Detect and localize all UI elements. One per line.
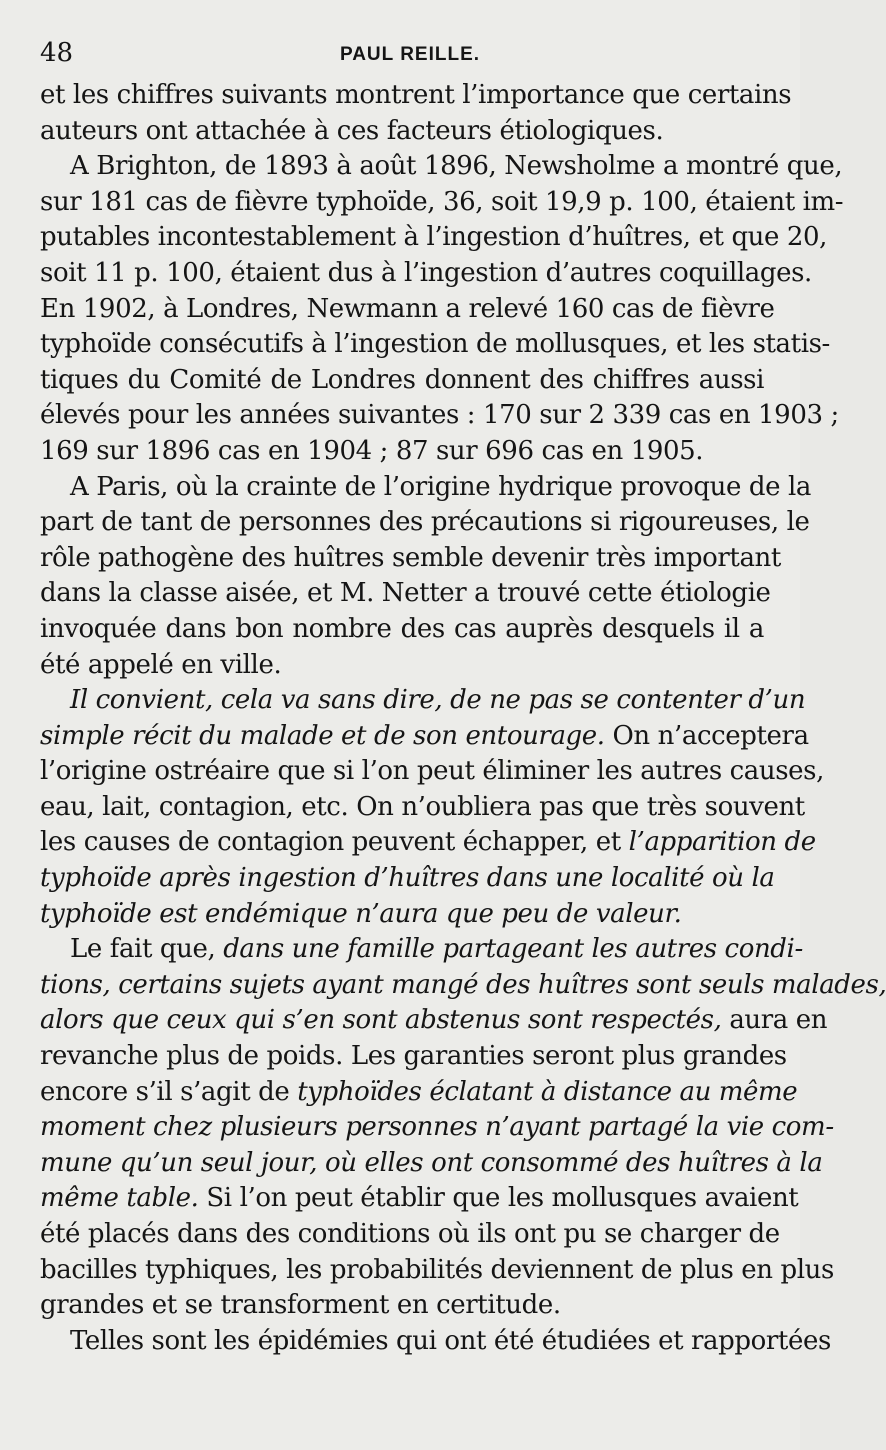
text-segment: Le fait que, bbox=[70, 934, 224, 965]
text-line bbox=[40, 541, 781, 577]
text-line bbox=[40, 968, 886, 1004]
text-line bbox=[40, 861, 775, 897]
italic-text: simple récit du malade et de son entourage. bbox=[40, 720, 605, 751]
text-segment: été appelé en ville. bbox=[40, 649, 282, 680]
italic-text: typhoïde après ingestion d’huîtres dans une localité où la bbox=[40, 863, 775, 894]
text-segment: été placés dans des conditions où ils ont pu se charger de bbox=[40, 1219, 780, 1249]
text-line bbox=[40, 149, 843, 185]
italic-text: mune qu’un seul jour, où elles ont consommé des huîtres à la bbox=[40, 1147, 823, 1178]
italic-text: tions, certains sujets ayant mangé des huîtres sont seuls malades, bbox=[40, 969, 886, 1000]
text-segment: aura en bbox=[721, 1005, 828, 1036]
text-segment: et les chiffres suivants montrent l’importance que certains bbox=[40, 80, 792, 110]
text-line bbox=[40, 256, 812, 292]
text-segment: élevés pour les années suivantes : 170 sur 2 339 cas en 1903 ; bbox=[40, 400, 839, 431]
text-segment: 169 sur 1896 cas en 1904 ; 87 sur 696 cas en 1905. bbox=[40, 435, 704, 466]
text-line bbox=[40, 719, 809, 755]
text-line bbox=[40, 505, 810, 541]
text-segment: putables incontestablement à l’ingestion d’huîtres, et que 20, bbox=[40, 222, 828, 253]
text-segment: tiques du Comité de Londres donnent des chiffres aussi bbox=[40, 364, 764, 395]
text-segment: rôle pathogène des huîtres semble devenir très important bbox=[40, 542, 781, 573]
text-line bbox=[40, 576, 771, 612]
italic-text: Il convient, cela va sans dire, de ne pas se contenter d’un bbox=[70, 685, 806, 716]
text-segment: grandes et se transforment en certitude. bbox=[40, 1290, 561, 1321]
text-segment: l’origine ostréaire que si l’on peut éliminer les autres causes, bbox=[40, 756, 824, 787]
text-line bbox=[40, 220, 828, 256]
text-segment: En 1902, à Londres, Newmann a relevé 160 cas de fièvre bbox=[40, 293, 775, 324]
text-line bbox=[40, 185, 844, 221]
italic-text: moment chez plusieurs personnes n’ayant partagé la vie com- bbox=[40, 1112, 834, 1143]
text-line bbox=[40, 470, 811, 506]
text-segment: part de tant de personnes des précautions si rigoureuses, le bbox=[40, 507, 810, 538]
text-line bbox=[40, 1288, 764, 1324]
text-segment: sur 181 cas de fièvre typhoïde, 36, soit 19,9 p. 100, étaient im- bbox=[40, 186, 844, 217]
text-segment: eau, lait, contagion, etc. On n’oubliera pas que très souvent bbox=[40, 791, 805, 822]
text-segment: On n’acceptera bbox=[604, 720, 809, 751]
text-line bbox=[40, 1181, 799, 1217]
text-line bbox=[40, 1003, 828, 1039]
text-segment: revanche plus de poids. Les garanties seront plus grandes bbox=[40, 1041, 787, 1072]
italic-text: alors que ceux qui s’en sont abstenus sont respectés, bbox=[40, 1005, 722, 1036]
text-line bbox=[40, 790, 805, 826]
text-line bbox=[40, 612, 764, 648]
text-line bbox=[40, 1324, 831, 1360]
page-header bbox=[40, 38, 780, 74]
text-line bbox=[40, 114, 764, 150]
text-line bbox=[40, 1039, 787, 1075]
italic-text: typhoïdes éclatant à distance au même bbox=[297, 1076, 798, 1107]
text-segment: encore s’il s’agit de bbox=[40, 1076, 298, 1107]
italic-text: même table. bbox=[40, 1183, 199, 1214]
text-segment: A Brighton, de 1893 à août 1896, Newsholme a montré que, bbox=[70, 151, 843, 182]
text-line bbox=[40, 434, 764, 470]
text-line bbox=[40, 327, 830, 363]
italic-text: typhoïde est endémique n’aura que peu de valeur. bbox=[40, 898, 682, 929]
text-line bbox=[40, 363, 764, 399]
running-head: PAUL REILLE. bbox=[339, 44, 481, 65]
text-segment: dans la classe aisée, et M. Netter a trouvé cette étiologie bbox=[40, 578, 771, 609]
text-line bbox=[40, 825, 816, 861]
page-number: 48 bbox=[40, 38, 74, 68]
text-line bbox=[40, 398, 839, 434]
text-line bbox=[40, 1075, 798, 1111]
text-line bbox=[40, 683, 806, 719]
text-segment: auteurs ont attachée à ces facteurs étiologiques. bbox=[40, 115, 664, 146]
text-line bbox=[40, 932, 803, 968]
text-segment: Si l’on peut établir que les mollusques avaient bbox=[198, 1183, 799, 1214]
text-segment: soit 11 p. 100, étaient dus à l’ingestion d’autres coquillages. bbox=[40, 257, 812, 288]
text-segment: typhoïde consécutifs à l’ingestion de mollusques, et les statis- bbox=[40, 329, 830, 360]
text-line bbox=[40, 1146, 823, 1182]
text-line bbox=[40, 78, 792, 114]
text-line bbox=[40, 754, 824, 790]
text-line bbox=[40, 897, 764, 933]
text-line bbox=[40, 648, 764, 684]
text-segment: les causes de contagion peuvent échapper, et bbox=[40, 827, 629, 858]
text-line bbox=[40, 1217, 780, 1253]
body-text bbox=[40, 78, 886, 1359]
italic-text: l’apparition de bbox=[628, 827, 816, 858]
text-segment: bacilles typhiques, les probabilités deviennent de plus en plus bbox=[40, 1254, 834, 1285]
italic-text: dans une famille partageant les autres condi- bbox=[223, 934, 803, 965]
text-segment: A Paris, où la crainte de l’origine hydrique provoque de la bbox=[70, 471, 811, 502]
text-segment: Telles sont les épidémies qui ont été étudiées et rapportées bbox=[70, 1325, 831, 1356]
text-line bbox=[40, 292, 775, 328]
text-line bbox=[40, 1110, 834, 1146]
text-line bbox=[40, 1253, 834, 1289]
text-segment: invoquée dans bon nombre des cas auprès desquels il a bbox=[40, 613, 764, 644]
